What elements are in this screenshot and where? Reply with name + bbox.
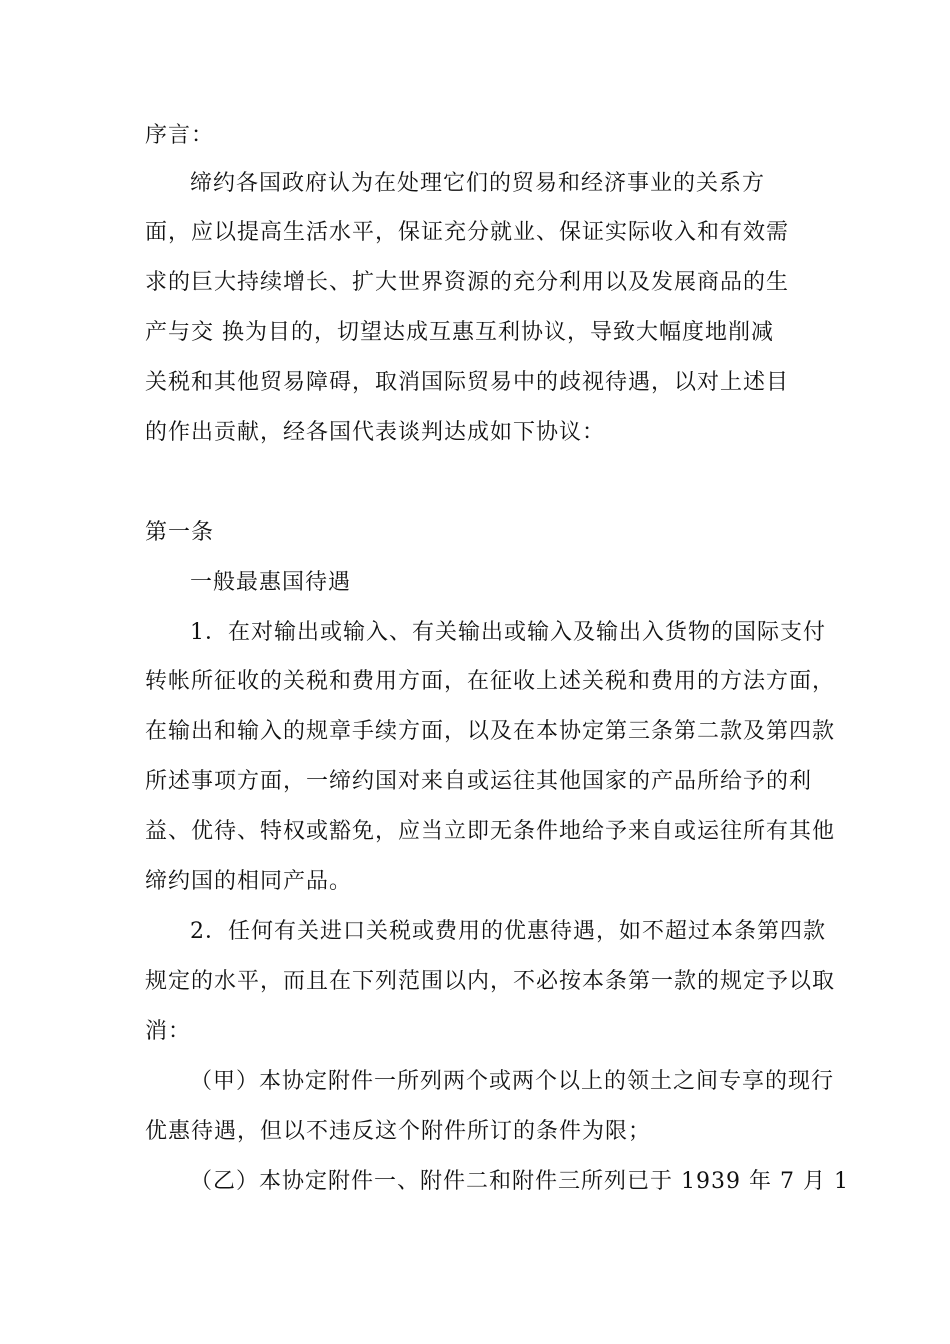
article-1-subheading: 一般最惠国待遇 [190,570,352,595]
preface-line-6: 的作出贡献，经各国代表谈判达成如下协议： [145,420,606,445]
preface-line-1: 缔约各国政府认为在处理它们的贸易和经济事业的关系方 [190,171,766,196]
para-2-line-2: 规定的水平，而且在下列范围以内，不必按本条第一款的规定予以取 [145,969,836,994]
preface-heading: 序言： [145,123,215,148]
para-2-line-3: 消： [145,1019,192,1044]
item-b-line-1: （乙）本协定附件一、附件二和附件三所列已于 1939 年 7 月 1 [190,1169,849,1194]
item-a-line-1: （甲）本协定附件一所列两个或两个以上的领土之间专享的现行 [190,1069,835,1094]
para-1-line-3: 在输出和输入的规章手续方面，以及在本协定第三条第二款及第四款 [145,719,836,744]
para-1-line-2: 转帐所征收的关税和费用方面，在征收上述关税和费用的方法方面， [145,669,836,694]
para-1-line-5: 益、优待、特权或豁免，应当立即无条件地给予来自或运往所有其他 [145,819,836,844]
para-1-line-4: 所述事项方面，一缔约国对来自或运往其他国家的产品所给予的利 [145,769,813,794]
article-1-heading: 第一条 [145,520,215,545]
para-1-line-1: 1．在对输出或输入、有关输出或输入及输出入货物的国际支付 [190,620,826,645]
preface-line-4: 产与交 换为目的，切望达成互惠互利协议，导致大幅度地削减 [145,320,774,345]
item-a-line-2: 优惠待遇，但以不违反这个附件所订的条件为限； [145,1119,652,1144]
preface-line-2: 面，应以提高生活水平，保证充分就业、保证实际收入和有效需 [145,220,790,245]
preface-line-5: 关税和其他贸易障碍，取消国际贸易中的歧视待遇，以对上述目 [145,370,790,395]
para-2-line-1: 2．任何有关进口关税或费用的优惠待遇，如不超过本条第四款 [190,919,826,944]
para-1-line-6: 缔约国的相同产品。 [145,869,353,894]
preface-line-3: 求的巨大持续增长、扩大世界资源的充分利用以及发展商品的生 [145,270,790,295]
